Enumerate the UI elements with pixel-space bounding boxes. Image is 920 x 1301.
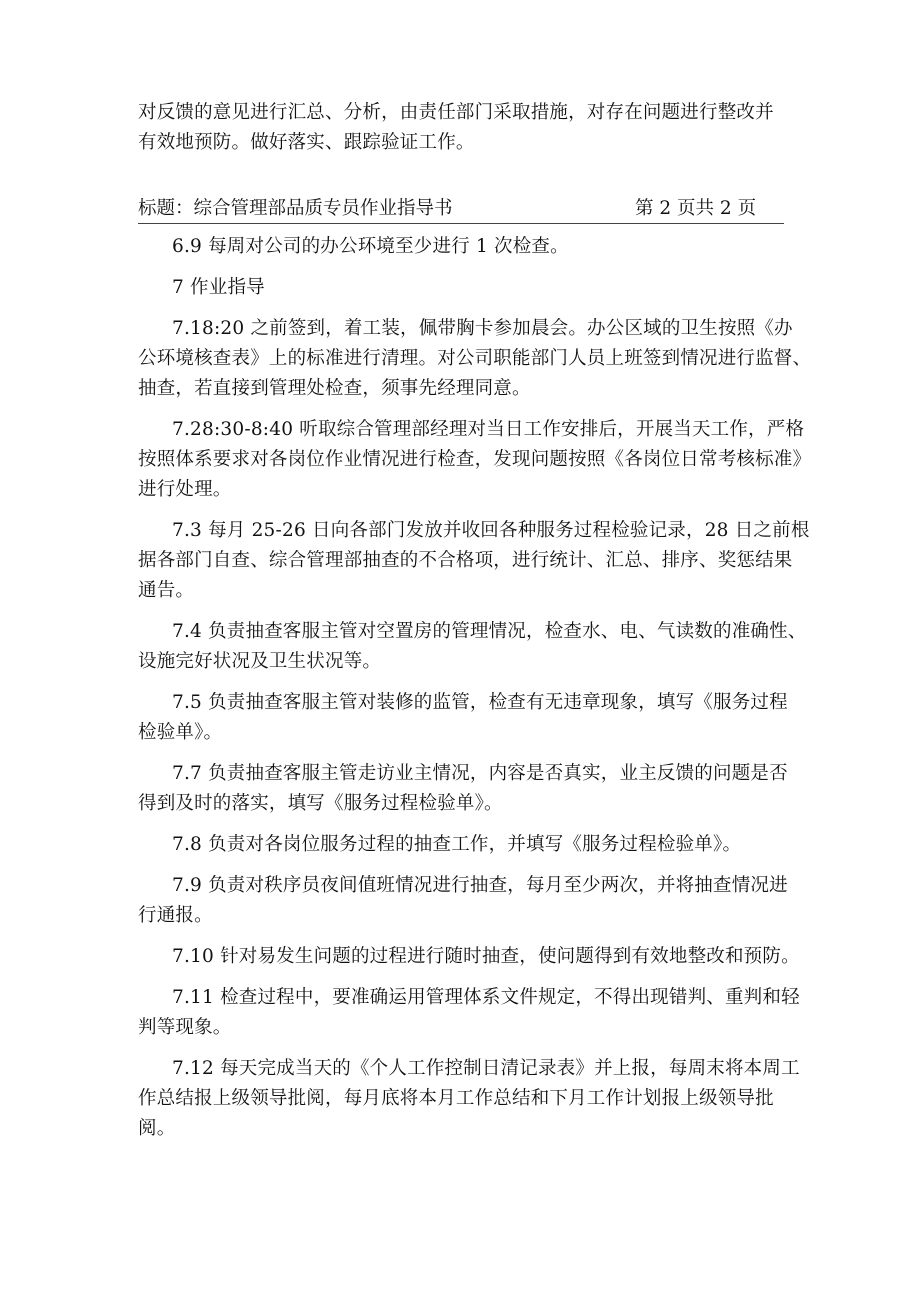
paragraph-line: 7.4 负责抽查客服主管对空置房的管理情况，检查水、电、气读数的准确性、 xyxy=(172,621,807,642)
paragraph-line: 进行处理。 xyxy=(138,479,232,500)
paragraph-line: 7.28:30-8:40 听取综合管理部经理对当日工作安排后，开展当天工作，严格 xyxy=(172,419,805,440)
paragraph-line: 判等现象。 xyxy=(138,1017,232,1038)
paragraph xyxy=(138,871,798,931)
paragraph-line: 作总结报上级领导批阅，每月底将本月工作总结和下月工作计划报上级领导批 xyxy=(138,1088,774,1109)
page-title: 标题：综合管理部品质专员作业指导书 xyxy=(138,198,453,219)
paragraph-line: 7.12 每天完成当天的《个人工作控制日清记录表》并上报，每周末将本周工 xyxy=(172,1058,800,1079)
paragraph xyxy=(138,1054,798,1144)
paragraph-line: 7.18:20 之前签到，着工装，佩带胸卡参加晨会。办公区域的卫生按照《办 xyxy=(172,318,793,339)
paragraph xyxy=(138,688,798,748)
paragraph-line: 检验单》。 xyxy=(138,722,223,743)
paragraph-line: 公环境核查表》上的标准进行清理。对公司职能部门人员上班签到情况进行监督、 xyxy=(138,348,812,369)
paragraph xyxy=(138,759,798,819)
paragraph-line: 7.5 负责抽查客服主管对装修的监管，检查有无违章现象，填写《服务过程 xyxy=(172,692,788,713)
page-header xyxy=(138,196,784,224)
paragraph-line: 按照体系要求对各岗位作业情况进行检查，发现问题按照《各岗位日常考核标准》 xyxy=(138,449,812,470)
paragraph xyxy=(138,232,798,262)
page-number: 第 2 页共 2 页 xyxy=(635,198,757,219)
paragraph-line: 设施完好状况及卫生状况等。 xyxy=(138,651,382,672)
document-body xyxy=(138,232,812,1155)
paragraph-line: 7.9 负责对秩序员夜间值班情况进行抽查，每月至少两次，并将抽查情况进 xyxy=(172,875,788,896)
paragraph xyxy=(138,314,812,404)
paragraph-line: 7.8 负责对各岗位服务过程的抽查工作，并填写《服务过程检验单》。 xyxy=(172,834,742,855)
paragraph-line: 7.3 每月 25-26 日向各部门发放并收回各种服务过程检验记录，28 日之前根 xyxy=(172,520,810,541)
paragraph-line: 得到及时的落实，填写《服务过程检验单》。 xyxy=(138,793,503,814)
paragraph-line: 7 作业指导 xyxy=(172,277,265,298)
paragraph-line: 7.11 检查过程中，要准确运用管理体系文件规定，不得出现错判、重判和轻 xyxy=(172,987,800,1008)
paragraph xyxy=(138,273,798,303)
paragraph-line: 行通报。 xyxy=(138,905,213,926)
paragraph-line: 据各部门自查、综合管理部抽查的不合格项，进行统计、汇总、排序、奖惩结果 xyxy=(138,550,793,571)
paragraph xyxy=(138,983,798,1043)
paragraph xyxy=(138,415,812,505)
paragraph-line: 阅。 xyxy=(138,1118,176,1139)
paragraph-line: 6.9 每周对公司的办公环境至少进行 1 次检查。 xyxy=(172,236,569,257)
paragraph-line: 抽查，若直接到管理处检查，须事先经理同意。 xyxy=(138,378,531,399)
paragraph-line: 7.7 负责抽查客服主管走访业主情况，内容是否真实，业主反馈的问题是否 xyxy=(172,763,788,784)
intro-line: 对反馈的意见进行汇总、分析，由责任部门采取措施，对存在问题进行整改并 xyxy=(138,102,774,123)
paragraph xyxy=(138,830,798,860)
intro-text xyxy=(138,98,798,158)
paragraph-line: 7.10 针对易发生问题的过程进行随时抽查，使问题得到有效地整改和预防。 xyxy=(172,946,800,967)
paragraph xyxy=(138,516,810,606)
paragraph xyxy=(138,617,807,677)
paragraph-line: 通告。 xyxy=(138,580,195,601)
paragraph xyxy=(138,942,798,972)
intro-line: 有效地预防。做好落实、跟踪验证工作。 xyxy=(138,132,475,153)
